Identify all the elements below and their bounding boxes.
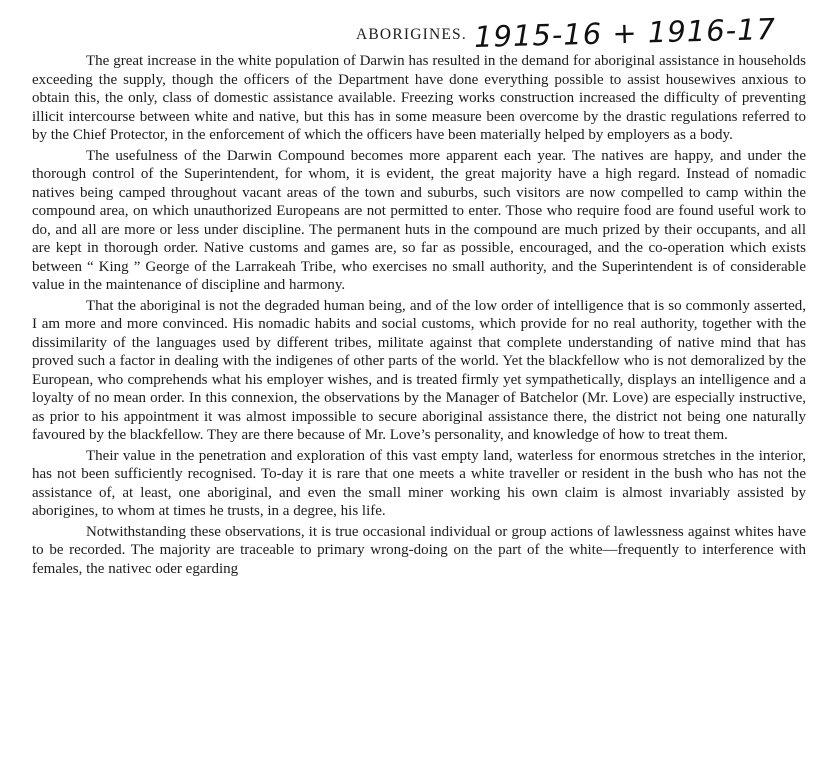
paragraph-4: Their value in the penetration and exploration of this vast empty land, waterless for enormous stretches in the interior, has not been sufficiently recognised. To-day it is rare that one meets a white traveller or resident in the bush who has not the assistance of, at least, one aboriginal, and even the small miner working his own claim is almost invariably assisted by aborigines, to whom at times he trusts, in a degree, his life. bbox=[32, 447, 806, 519]
paragraph-3: That the aboriginal is not the degraded human being, and of the low order of intelligence that is so commonly asserted, I am more and more convinced. His nomadic habits and social customs, which provide for no real authority, together with the dissimilarity of the languages used by different tribes, militate against that complete understanding of native mind that has proved such a factor in dealing with the indigenes of other parts of the world. Yet the blackfellow who is not demoralized by the European, who comprehends what his employer wishes, and is treated firmly yet sympathetically, displays an intelligence and a loyalty of no mean order. In this connexion, the observations by the Manager of Batchelor (Mr. Love) are especially instructive, as prior to his appointment it was almost impossible to secure aboriginal assistance there, the district not being one naturally favoured by the blackfellow. They are there because of Mr. Love’s personality, and knowledge of how to treat them. bbox=[32, 297, 806, 443]
page-title: ABORIGINES. bbox=[356, 26, 467, 43]
paragraph-5: Notwithstanding these observations, it is true occasional individual or group actions of lawlessness against whites have to be recorded. The majority are traceable to primary wrong-doing on the part of the white—frequently to interference with females, the nativec oder egarding bbox=[32, 523, 806, 577]
paragraph-1: The great increase in the white population of Darwin has resulted in the demand for aboriginal assistance in households exceeding the supply, though the officers of the Department have done everything possible to assist housewives anxious to obtain this, the only, class of domestic assistance available. Freezing works construction increased the difficulty of preventing illicit intercourse between white and native, but this has in some measure been overcome by the drastic regulations referred to by the Chief Protector, in the enforcement of which the officers have been materially helped by employers as a body. bbox=[32, 53, 806, 143]
paragraph-2: The usefulness of the Darwin Compound becomes more apparent each year. The natives are happy, and under the thorough control of the Superintendent, for whom, it is evident, the great majority have a high regard. Instead of nomadic natives being camped throughout vacant areas of the town and suburbs, such visitors are now compelled to camp within the compound area, on which unauthorized Europeans are not permitted to enter. Those who require food are found useful work to do, and all are more or less under discipline. The permanent huts in the compound are much prized by their occupants, and all are kept in thorough order. Native customs and games are, so far as possible, encouraged, and the co-operation which exists between “ King ” George of the Larrakeah Tribe, who exercises no small authority, and the Superintendent is of considerable value in the maintenance of discipline and harmony. bbox=[32, 147, 806, 293]
document-body bbox=[32, 52, 806, 580]
handwritten-annotation: 1915-16 + 1916-17 bbox=[473, 12, 777, 54]
